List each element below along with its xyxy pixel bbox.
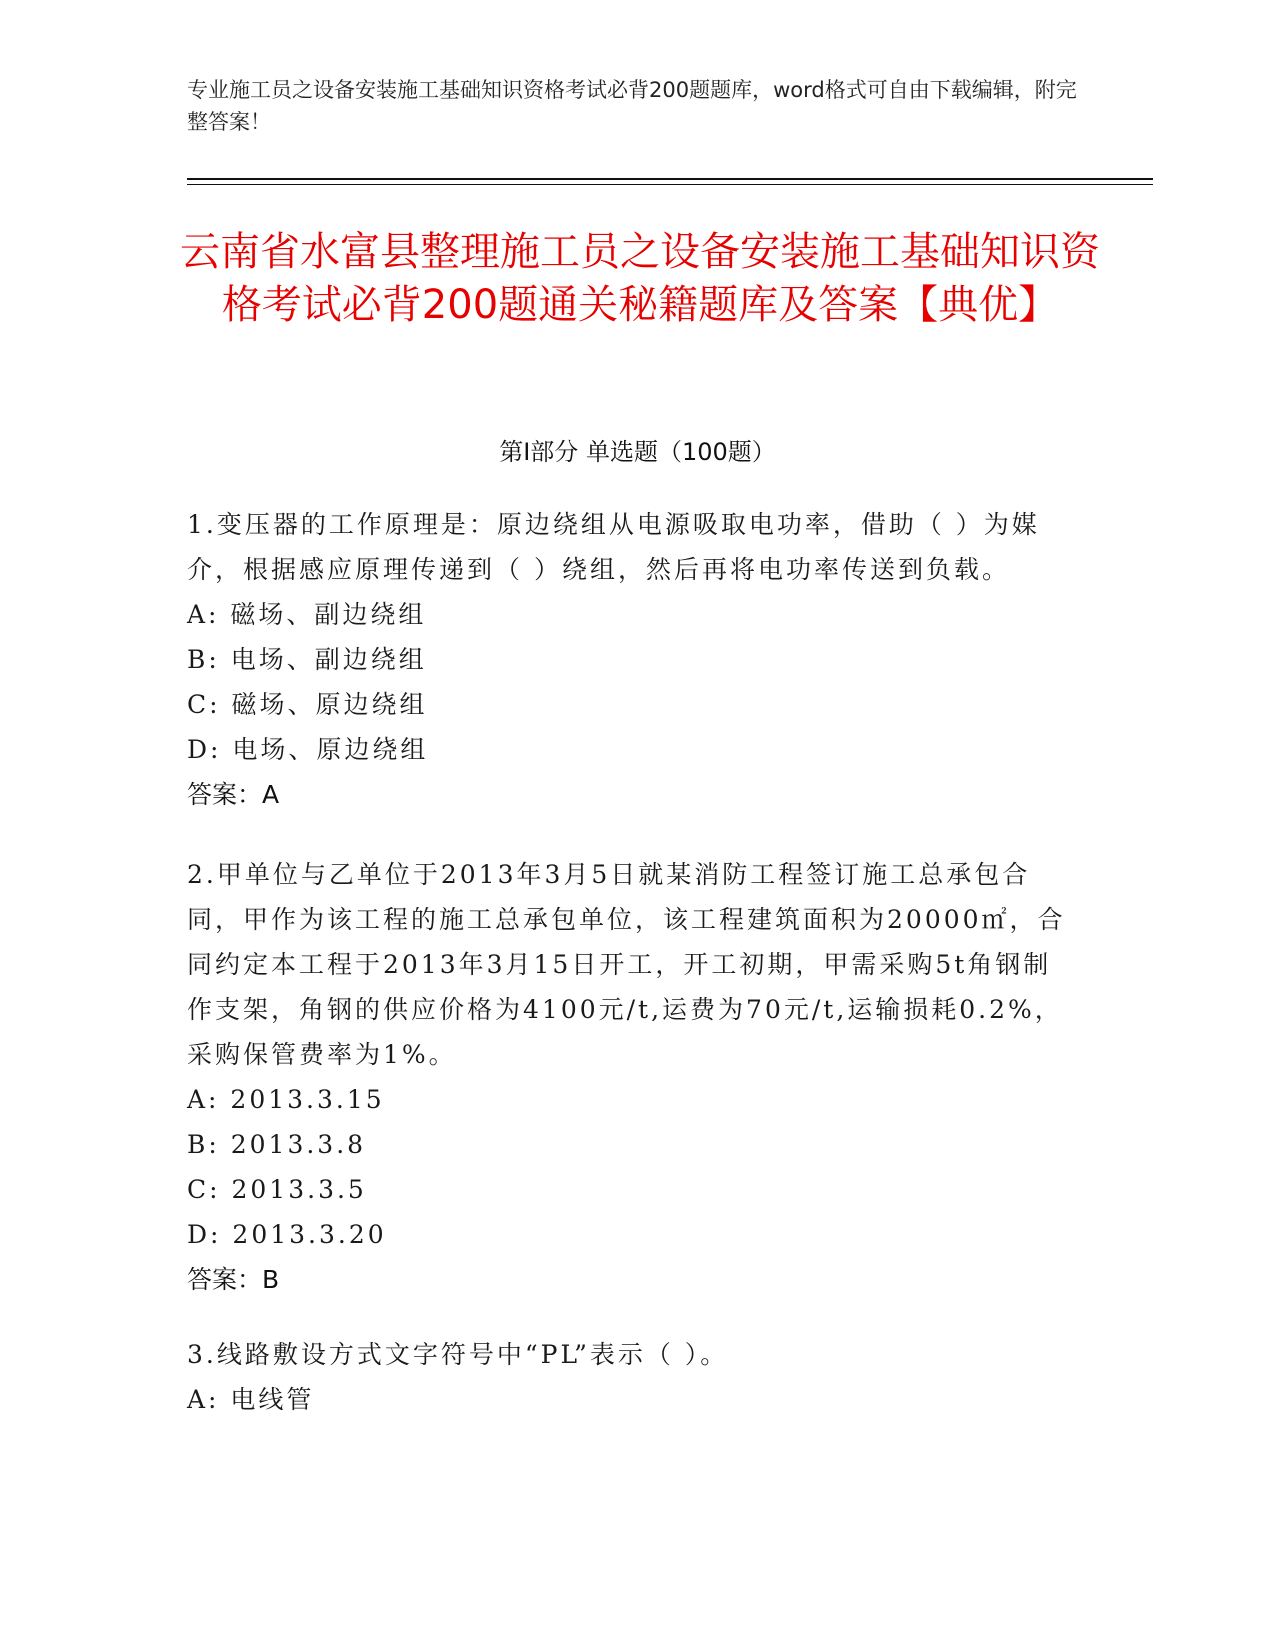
option-a: A: 2013.3.15 xyxy=(187,1085,385,1114)
question-2 xyxy=(187,852,1077,1302)
section-heading: 第I部分 单选题（100题） xyxy=(499,438,776,466)
option-b: B: 电场、副边绕组 xyxy=(187,645,427,674)
option-c: C: 2013.3.5 xyxy=(187,1175,367,1204)
option-a: A: 电线管 xyxy=(187,1385,315,1414)
question-3 xyxy=(187,1332,1077,1422)
answer: 答案：B xyxy=(187,1265,280,1294)
question-stem: 2.甲单位与乙单位于2013年3月5日就某消防工程签订施工总承包合同，甲作为该工程的施工总承包单位，该工程建筑面积为20000㎡，合同约定本工程于2013年3月15日开工，开工初期，甲需采购5t角钢制作支架，角钢的供应价格为4100元/t,运费为70元/t,运输损耗0.2%，采购保管费率为1%。 xyxy=(187,860,1066,1069)
question-1 xyxy=(187,502,1077,817)
question-stem: 3.线路敷设方式文字符号中“PL”表示（ ）。 xyxy=(187,1340,729,1369)
option-b: B: 2013.3.8 xyxy=(187,1130,367,1159)
option-c: C: 磁场、原边绕组 xyxy=(187,690,428,719)
header-divider-thin xyxy=(187,184,1153,185)
header-note: 专业施工员之设备安装施工基础知识资格考试必背200题题库，word格式可自由下载编辑，附完整答案！ xyxy=(187,78,1077,134)
option-d: D: 2013.3.20 xyxy=(187,1220,387,1249)
option-d: D: 电场、原边绕组 xyxy=(187,735,429,764)
question-stem: 1.变压器的工作原理是：原边绕组从电源吸取电功率，借助（ ）为媒介，根据感应原理传递到（ ）绕组，然后再将电功率传送到负载。 xyxy=(187,510,1040,584)
answer: 答案：A xyxy=(187,780,280,809)
option-a: A: 磁场、副边绕组 xyxy=(187,600,427,629)
document-title: 云南省水富县整理施工员之设备安装施工基础知识资格考试必背200题通关秘籍题库及答案【典优】 xyxy=(180,229,1100,328)
header-divider-thick xyxy=(187,178,1153,180)
